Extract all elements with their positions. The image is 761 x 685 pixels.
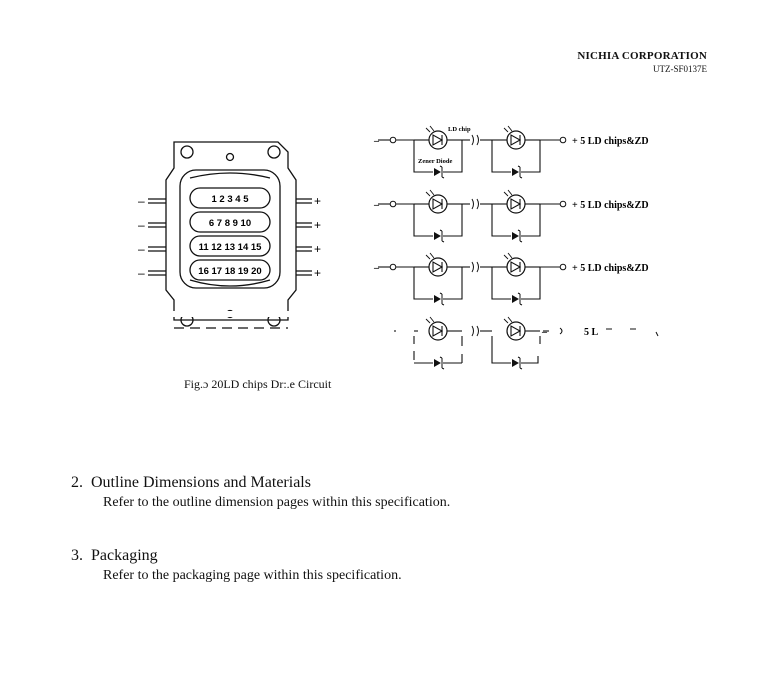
circuit-row-1 bbox=[378, 126, 566, 178]
pin-plus-3: + bbox=[314, 242, 322, 256]
pin-plus-4: + bbox=[314, 266, 322, 280]
row-label-1: + 5 LD chips&ZD bbox=[572, 136, 649, 147]
company-name: NICHIA CORPORATION bbox=[577, 50, 707, 62]
section-3-body: Refer to the packaging page within this specification. bbox=[103, 568, 402, 583]
pin-minus-2: – bbox=[138, 218, 145, 232]
pin-minus-4: – bbox=[138, 266, 145, 280]
zener-diode-label: Zener Diode bbox=[418, 158, 453, 165]
pin-minus-1: – bbox=[138, 194, 145, 208]
document-number: UTZ-SF0137E bbox=[653, 64, 707, 74]
row-label-3: + 5 LD chips&ZD bbox=[572, 263, 649, 274]
ld-chip-label: LD chip bbox=[448, 126, 471, 133]
chip-row-1: 1 2 3 4 5 bbox=[211, 194, 249, 205]
circuit-row-3 bbox=[378, 253, 566, 305]
section-3-title: Packaging bbox=[91, 547, 158, 564]
chip-row-3: 11 12 13 14 15 bbox=[198, 242, 262, 253]
section-2-heading bbox=[71, 474, 311, 492]
package-outline-diagram bbox=[130, 130, 340, 335]
figure-caption: Fig.ɔ 20LD chips Dr:.e Circuit bbox=[184, 377, 332, 391]
pin-plus-1: + bbox=[314, 194, 322, 208]
circuit-row-4 bbox=[394, 317, 562, 369]
row-label-2: + 5 LD chips&ZD bbox=[572, 200, 649, 211]
minus-label-3: – bbox=[374, 263, 379, 274]
section-2-number: 2. bbox=[71, 474, 83, 491]
row-label-4-partial: 5 L bbox=[584, 327, 599, 338]
minus-label-4: – bbox=[542, 327, 547, 338]
drive-circuit-diagram bbox=[360, 110, 690, 375]
section-2-title: Outline Dimensions and Materials bbox=[91, 474, 311, 491]
chip-row-4: 16 17 18 19 20 bbox=[198, 266, 262, 277]
section-2-body: Refer to the outline dimension pages within this specification. bbox=[103, 495, 451, 510]
chip-row-2: 6 7 8 9 10 bbox=[208, 218, 252, 229]
pin-minus-3: – bbox=[138, 242, 145, 256]
pin-plus-2: + bbox=[314, 218, 322, 232]
section-3-number: 3. bbox=[71, 547, 83, 564]
minus-label-1: – bbox=[374, 136, 379, 147]
section-3-heading bbox=[71, 547, 158, 565]
minus-label-2: – bbox=[374, 200, 379, 211]
circuit-row-2 bbox=[378, 190, 566, 242]
